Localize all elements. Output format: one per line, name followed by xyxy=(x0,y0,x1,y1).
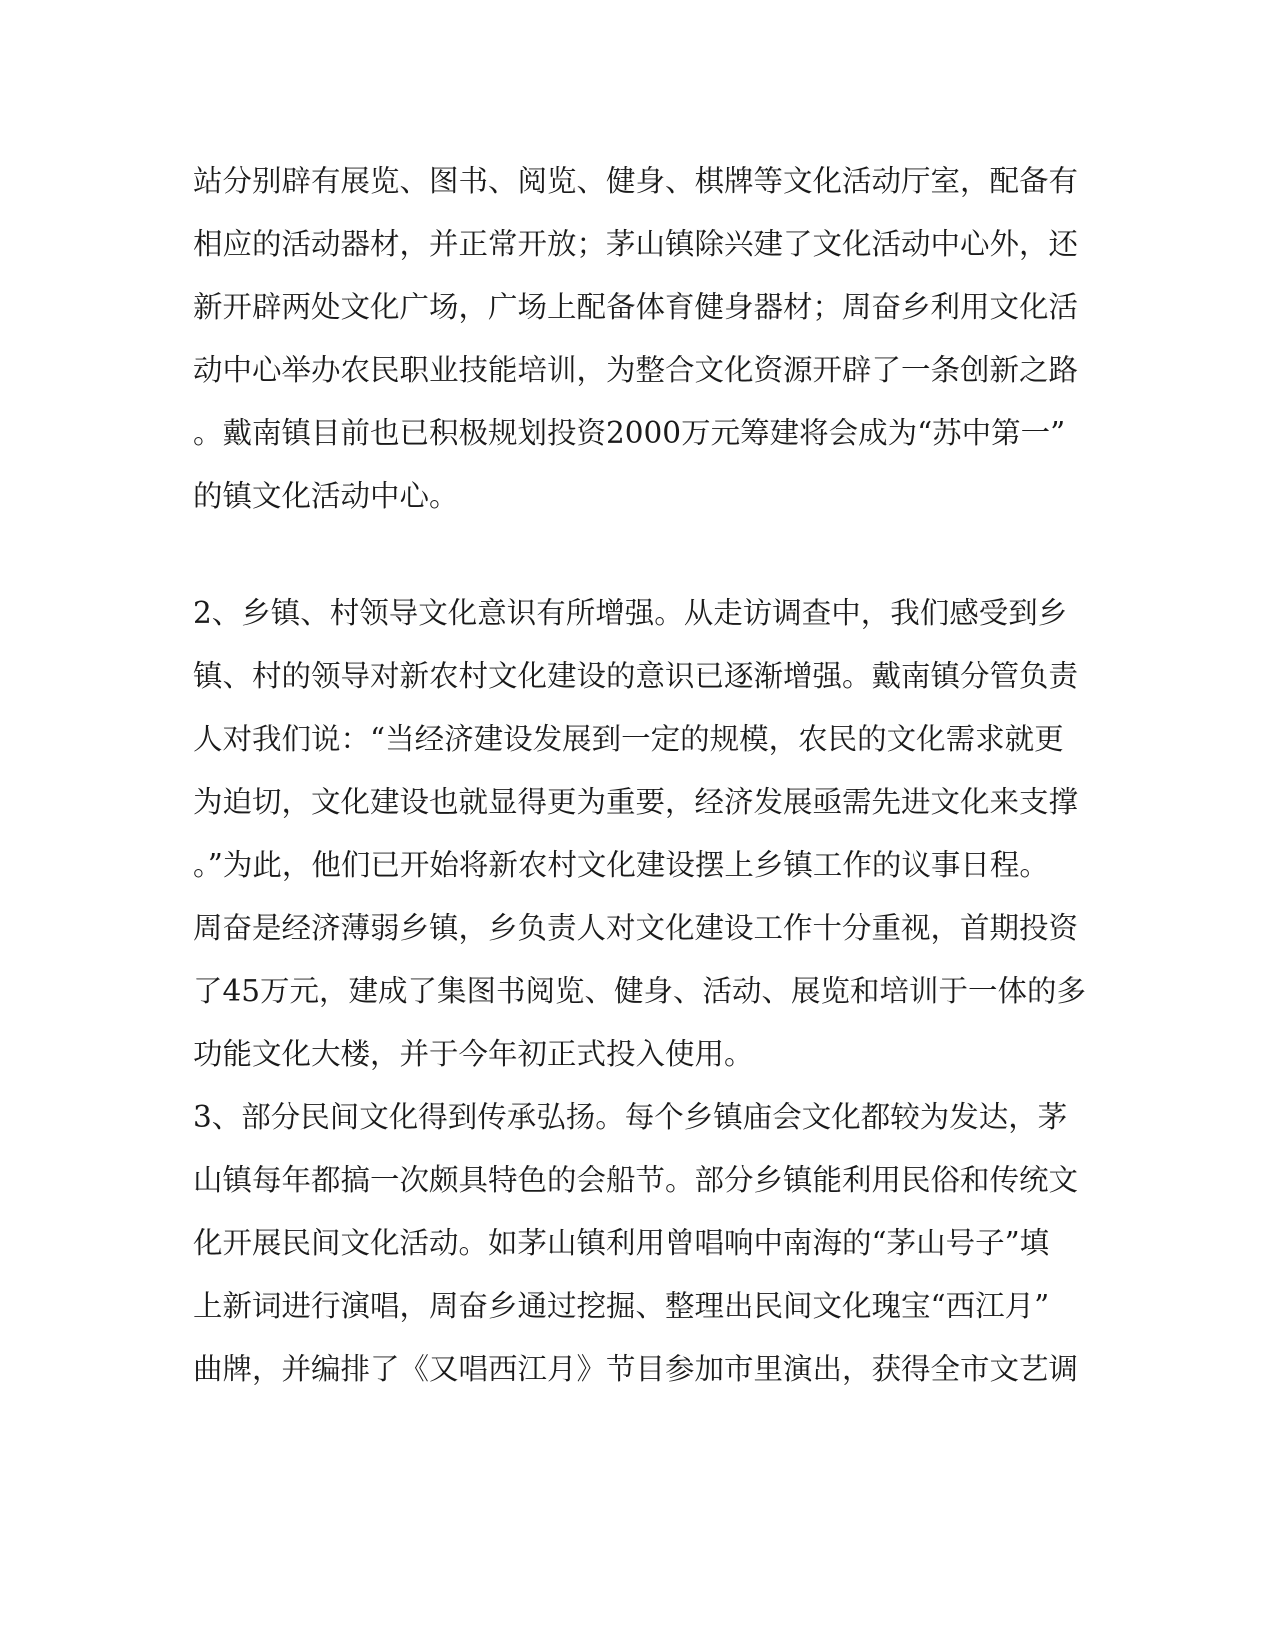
text-line: 。戴南镇目前也已积极规划投资2000万元筹建将会成为“苏中第一” xyxy=(193,416,1066,450)
text-line: 了45万元，建成了集图书阅览、健身、活动、展览和培训于一体的多 xyxy=(193,974,1087,1008)
paragraph-1 xyxy=(193,150,1079,528)
text-line: 动中心举办农民职业技能培训，为整合文化资源开辟了一条创新之路 xyxy=(193,353,1079,387)
text-line: 曲牌，并编排了《又唱西江月》节目参加市里演出，获得全市文艺调 xyxy=(193,1352,1079,1386)
text-line: 2、乡镇、村领导文化意识有所增强。从走访调查中，我们感受到乡 xyxy=(193,596,1068,630)
text-line: 的镇文化活动中心。 xyxy=(193,479,459,513)
text-line: 为迫切，文化建设也就显得更为重要，经济发展亟需先进文化来支撑 xyxy=(193,785,1079,819)
text-line: 。”为此，他们已开始将新农村文化建设摆上乡镇工作的议事日程。 xyxy=(193,848,1049,882)
text-line: 周奋是经济薄弱乡镇，乡负责人对文化建设工作十分重视，首期投资 xyxy=(193,911,1079,945)
text-line: 站分别辟有展览、图书、阅览、健身、棋牌等文化活动厅室，配备有 xyxy=(193,164,1079,198)
text-line: 相应的活动器材，并正常开放；茅山镇除兴建了文化活动中心外，还 xyxy=(193,227,1079,261)
paragraph-3 xyxy=(193,1086,1079,1401)
paragraph-2 xyxy=(193,582,1087,1086)
text-line: 3、部分民间文化得到传承弘扬。每个乡镇庙会文化都较为发达，茅 xyxy=(193,1100,1068,1134)
text-line: 化开展民间文化活动。如茅山镇利用曾唱响中南海的“茅山号子”填 xyxy=(193,1226,1050,1260)
text-line: 镇、村的领导对新农村文化建设的意识已逐渐增强。戴南镇分管负责 xyxy=(193,659,1079,693)
text-line: 功能文化大楼，并于今年初正式投入使用。 xyxy=(193,1037,754,1071)
text-line: 上新词进行演唱，周奋乡通过挖掘、整理出民间文化瑰宝“西江月” xyxy=(193,1289,1050,1323)
text-line: 新开辟两处文化广场，广场上配备体育健身器材；周奋乡利用文化活 xyxy=(193,290,1079,324)
text-line: 人对我们说：“当经济建设发展到一定的规模，农民的文化需求就更 xyxy=(193,722,1064,756)
text-line: 山镇每年都搞一次颇具特色的会船节。部分乡镇能利用民俗和传统文 xyxy=(193,1163,1079,1197)
